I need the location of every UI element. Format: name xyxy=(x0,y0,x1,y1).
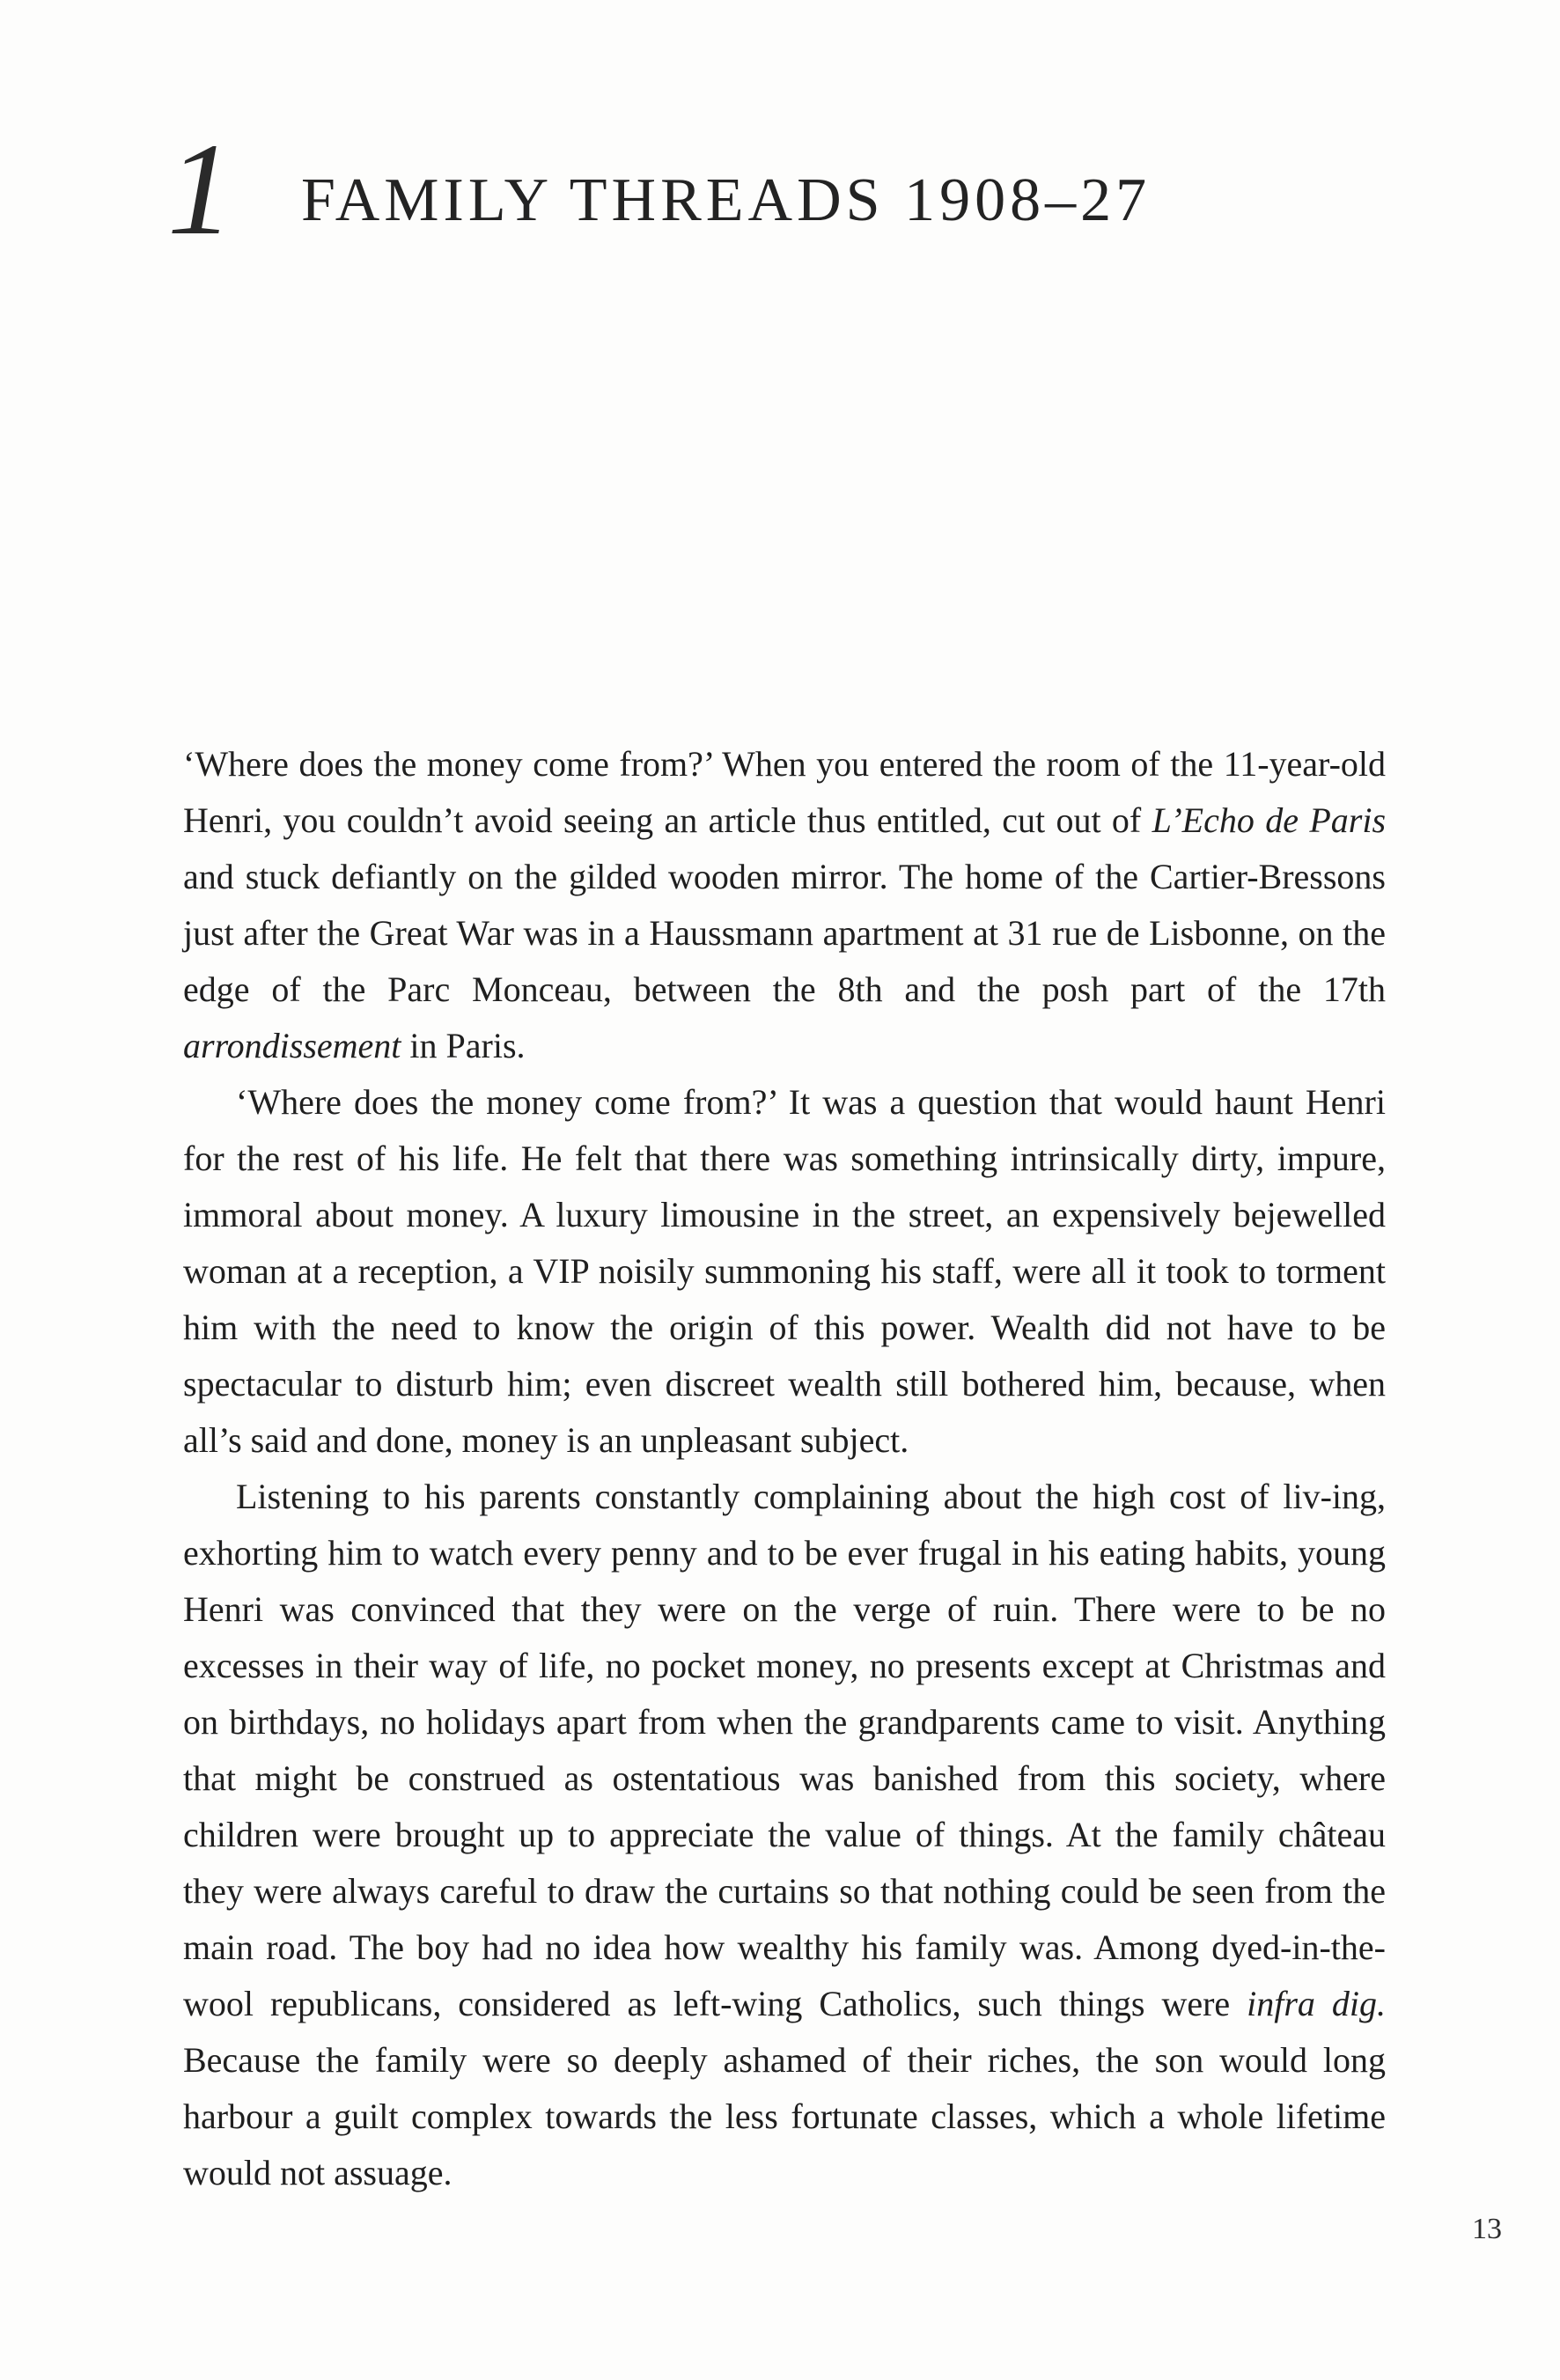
italic-term: infra dig. xyxy=(1247,1984,1387,2023)
body-text xyxy=(183,736,1386,2201)
publication-title: L’Echo de Paris xyxy=(1152,800,1387,840)
chapter-title: FAMILY THREADS 1908–27 xyxy=(301,166,1152,234)
paragraph-text: in Paris. xyxy=(401,1026,526,1065)
paragraph-text: and stuck defiantly on the gilded wooden mirror. The home of the Cartier-Bressons just after the Great War was in a Haussmann apartment at 31 rue de Lisbonne, on the edge of the Parc Monceau, between the 8th and the posh part of the 17th xyxy=(183,857,1386,1009)
italic-term: arrondissement xyxy=(183,1026,401,1065)
chapter-number: 1 xyxy=(167,116,233,262)
paragraph-text: ‘Where does the money come from?’ It was a question that would haunt Henri for the rest of his life. He felt that there was something intrinsically dirty, impure, immoral about money. A luxury limousine in the street, an expensively bejewelled woman at a reception, a VIP noisily summoning his staff, were all it took to torment him with the need to know the origin of this power. Wealth did not have to be spectacular to disturb him; even discreet wealth still bothered him, because, when all’s said and done, money is an unpleasant subject. xyxy=(183,1082,1386,1460)
paragraph-text: ‘Where does the money come from?’ When you entered the room of the 11-year-old Henri, you couldn’t avoid seeing an article thus entitled, cut out of xyxy=(183,744,1386,840)
page-number: 13 xyxy=(1472,2213,1502,2245)
paragraph-text: Because the family were so deeply ashamed of their riches, the son would long harbour a guilt complex towards the less fortunate classes, which a whole lifetime would not assuage. xyxy=(183,2040,1386,2192)
chapter-header xyxy=(167,116,1400,262)
paragraph xyxy=(183,1074,1386,1469)
paragraph xyxy=(183,736,1386,1074)
paragraph xyxy=(183,1469,1386,2201)
paragraph-text: Listening to his parents constantly complaining about the high cost of liv-ing, exhorting him to watch every penny and to be ever frugal in his eating habits, young Henri was convinced that they were on the verge of ruin. There were to be no excesses in their way of life, no pocket money, no presents except at Christmas and on birthdays, no holidays apart from when the grandparents came to visit. Anything that might be construed as ostentatious was banished from this society, where children were brought up to appreciate the value of things. At the family château they were always careful to draw the curtains so that nothing could be seen from the main road. The boy had no idea how wealthy his family was. Among dyed-in-the-wool republicans, considered as left-wing Catholics, such things were xyxy=(183,1477,1386,2023)
